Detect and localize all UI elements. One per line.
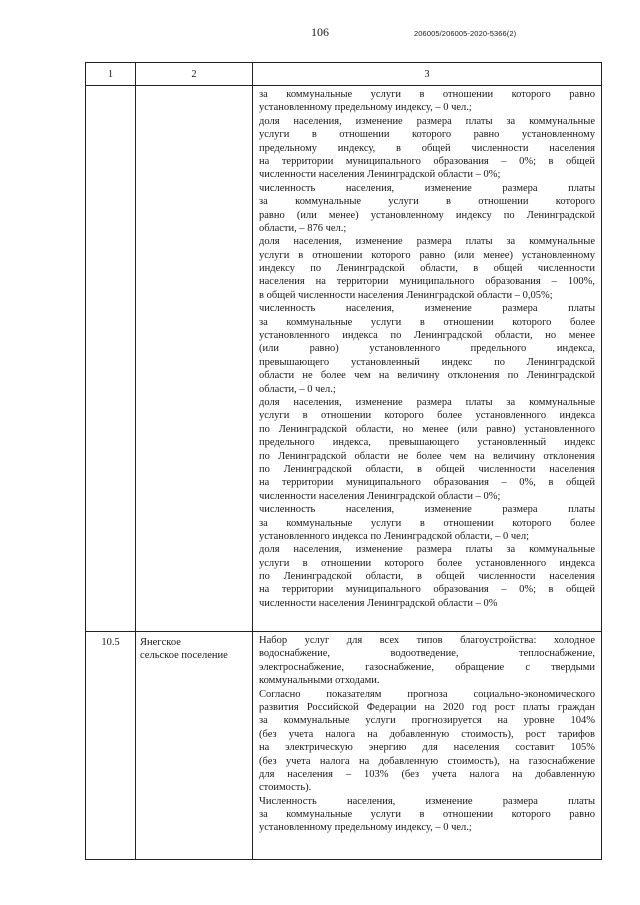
text-line: (без учета налога на добавленную стоимость), на газоснабжение xyxy=(259,755,595,767)
text-line: за коммунальные услуги в отношении которого xyxy=(259,196,595,208)
text-line: за коммунальные услуги в отношении которого более xyxy=(259,316,595,328)
text-line: доля населения, изменение размера платы за коммунальные xyxy=(259,236,595,248)
text-line: доля населения, изменение размера платы за коммунальные xyxy=(259,544,595,556)
text-line: Набор услуг для всех типов благоустройства: холодное xyxy=(259,635,595,646)
table-row xyxy=(86,86,602,632)
text-line: численность населения, изменение размера платы xyxy=(259,182,595,194)
text-line: доля населения, изменение размера платы за коммунальные xyxy=(259,115,595,127)
text-line: превышающего установленный индекс по Ленинградской xyxy=(259,356,595,368)
text-line: по Ленинградской области, в общей численности населения xyxy=(259,571,595,583)
text-line: (без учета налога на добавленную стоимость), рост тарифов xyxy=(259,728,595,740)
text-line: за коммунальные услуги в отношении которого более xyxy=(259,517,595,529)
text-line: по Ленинградской области, в общей численности населения xyxy=(259,463,595,475)
text-line: области, – 0 чел.; xyxy=(259,383,336,395)
table-header-row xyxy=(86,63,602,86)
text-line: для населения – 103% (без учета налога на добавленную xyxy=(259,768,595,780)
text-line: численности населения Ленинградской области – 0%; xyxy=(259,169,501,181)
text-line: предельному индексу, в общей численности населения xyxy=(259,142,595,154)
text-line: (или равно) установленного предельного индекса, xyxy=(259,343,595,355)
text-line: коммунальными отходами. xyxy=(259,675,380,687)
text-line: в общей численности населения Ленинградской области – 0,05%; xyxy=(259,289,553,301)
row-description xyxy=(253,632,602,860)
text-line: равно (или менее) установленному индексу по Ленинградской xyxy=(259,209,595,221)
text-line: установленному предельному индексу, – 0 чел.; xyxy=(259,822,472,834)
row-municipality xyxy=(136,632,253,860)
data-table xyxy=(85,62,602,860)
text-line: доля населения, изменение размера платы за коммунальные xyxy=(259,396,595,408)
text-line: за коммунальные услуги прогнозируется на уровне 104% xyxy=(259,715,595,727)
document-id: 206005/206005-2020-5366(2) xyxy=(414,29,517,38)
text-line: по Ленинградской области не более чем на величину отклонения xyxy=(259,450,595,462)
column-header-2: 2 xyxy=(136,63,253,86)
text-line: развития Российской Федерации на 2020 год рост платы граждан xyxy=(259,701,595,713)
row-number xyxy=(86,86,136,632)
text-line: водоснабжение, водоотведение, теплоснабжение, xyxy=(259,648,595,660)
text-line: численности населения Ленинградской области – 0% xyxy=(259,597,498,609)
text-line: Согласно показателям прогноза социально-экономического xyxy=(259,688,595,700)
table-row xyxy=(86,632,602,860)
text-line: индексу по Ленинградской области, в общей численности xyxy=(259,263,595,275)
text-line: установленного индекса по Ленинградской области, но менее xyxy=(259,330,595,342)
text-line: электроснабжение, газоснабжение, обращение с твердыми xyxy=(259,661,595,673)
row-description xyxy=(253,86,602,632)
text-line: услуги в отношении которого равно (или менее) установленному xyxy=(259,249,595,261)
text-line: предельного индекса, превышающего установленный индекс xyxy=(259,437,595,449)
text-line: области, – 876 чел.; xyxy=(259,222,347,234)
text-line: стоимость). xyxy=(259,782,312,794)
text-line: численности населения Ленинградской области – 0%; xyxy=(259,490,501,502)
column-header-3: 3 xyxy=(253,63,602,86)
text-line: области не более чем на величину отклонения по Ленинградской xyxy=(259,370,595,382)
text-line: Численность населения, изменение размера платы xyxy=(259,795,595,807)
text-line: на электрическую энергию для населения составит 105% xyxy=(259,742,595,754)
municipality-name-line: сельское поселение xyxy=(140,650,228,661)
municipality-name-line: Янегское xyxy=(140,637,181,648)
row-municipality xyxy=(136,86,253,632)
text-line: услуги в отношении которого более установленного индекса xyxy=(259,557,595,569)
text-line: за коммунальные услуги в отношении которого равно xyxy=(259,809,595,821)
text-line: по Ленинградской области, но менее (или равно) установленного xyxy=(259,423,595,435)
text-line: на территории муниципального образования – 0%; в общей xyxy=(259,584,595,596)
text-line: на территории муниципального образования – 0%, в общей xyxy=(259,477,595,489)
row-number: 10.5 xyxy=(86,632,136,860)
text-line: населения на территории муниципального образования – 100%, xyxy=(259,276,595,288)
page-number: 106 xyxy=(311,25,329,39)
column-header-1: 1 xyxy=(86,63,136,86)
text-line: на территории муниципального образования – 0%; в общей xyxy=(259,155,595,167)
text-line: услуги в отношении которого равно установленному xyxy=(259,129,595,141)
text-line: численность населения, изменение размера платы xyxy=(259,303,595,315)
text-line: установленного индекса по Ленинградской области, – 0 чел; xyxy=(259,530,529,542)
text-line: установленному предельному индексу, – 0 чел.; xyxy=(259,102,472,114)
text-line: услуги в отношении которого более установленного индекса xyxy=(259,410,595,422)
text-line: за коммунальные услуги в отношении которого равно xyxy=(259,89,595,100)
text-line: численность населения, изменение размера платы xyxy=(259,504,595,516)
